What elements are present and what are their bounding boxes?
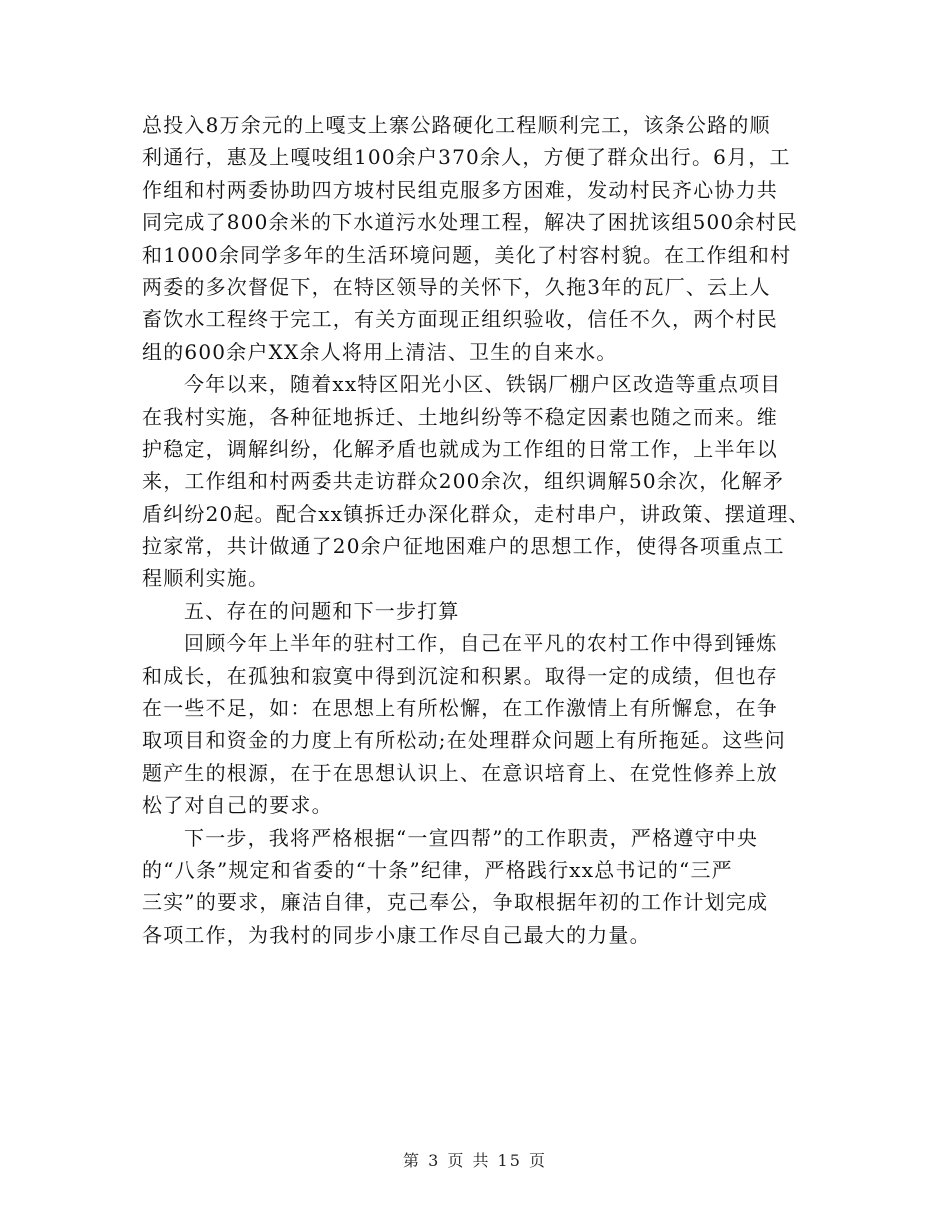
text-line: 的“八条”规定和省委的“十条”纪律，严格践行xx总书记的“三严 xyxy=(142,857,733,882)
text-line: 今年以来，随着xx特区阳光小区、铁锅厂棚户区改造等重点项目 xyxy=(184,372,782,397)
text-line: 来，工作组和村两委共走访群众200余次，组织调解50余次，化解矛 xyxy=(142,469,785,494)
text-line: 畜饮水工程终于完工，有关方面现正组织验收，信任不久，两个村民 xyxy=(142,307,778,332)
page-number-footer: 第 3 页 共 15 页 xyxy=(403,1151,547,1170)
text-line: 在一些不足，如：在思想上有所松懈，在工作激情上有所懈怠，在争 xyxy=(142,696,778,721)
text-line: 取项目和资金的力度上有所松动;在处理群众问题上有所拖延。这些问 xyxy=(142,728,786,753)
text-line: 下一步，我将严格根据“一宣四帮”的工作职责，严格遵守中央 xyxy=(184,825,759,850)
document-body xyxy=(142,109,822,951)
text-line: 利通行，惠及上嘎吱组100余户370余人，方便了群众出行。6月，工 xyxy=(142,145,791,170)
text-line: 盾纠纷20起。配合xx镇拆迁办深化群众，走村串户，讲政策、摆道理、 xyxy=(142,501,810,526)
section-heading: 五、存在的问题和下一步打算 xyxy=(184,598,460,623)
text-line: 拉家常，共计做通了20余户征地困难户的思想工作，使得各项重点工 xyxy=(142,534,785,559)
paragraph-1 xyxy=(142,109,822,368)
paragraph-4 xyxy=(142,822,822,952)
text-line: 两委的多次督促下，在特区领导的关怀下，久拖3年的瓦厂、云上人 xyxy=(142,274,771,299)
text-line: 松了对自己的要求。 xyxy=(142,793,333,818)
paragraph-2 xyxy=(142,368,822,595)
text-line: 回顾今年上半年的驻村工作，自己在平凡的农村工作中得到锤炼 xyxy=(184,631,778,656)
text-line: 各项工作，为我村的同步小康工作尽自己最大的力量。 xyxy=(142,922,651,947)
text-line: 题产生的根源，在于在思想认识上、在意识培育上、在党性修养上放 xyxy=(142,760,778,785)
text-line: 三实”的要求，廉洁自律，克己奉公，争取根据年初的工作计划完成 xyxy=(142,890,769,915)
paragraph-3 xyxy=(142,627,822,821)
text-line: 组的600余户XX余人将用上清洁、卫生的自来水。 xyxy=(142,339,618,364)
text-line: 程顺利实施。 xyxy=(142,566,270,591)
text-line: 作组和村两委协助四方坡村民组克服多方困难，发动村民齐心协力共 xyxy=(142,177,778,202)
text-line: 和成长，在孤独和寂寞中得到沉淀和积累。取得一定的成绩，但也存 xyxy=(142,663,778,688)
text-line: 护稳定，调解纠纷，化解矛盾也就成为工作组的日常工作，上半年以 xyxy=(142,436,778,461)
text-line: 总投入8万余元的上嘎支上寨公路硬化工程顺利完工，该条公路的顺 xyxy=(142,113,771,137)
text-line: 和1000余同学多年的生活环境问题，美化了村容村貌。在工作组和村 xyxy=(142,242,792,267)
text-line: 在我村实施，各种征地拆迁、土地纠纷等不稳定因素也随之而来。维 xyxy=(142,404,778,429)
text-line: 同完成了800余米的下水道污水处理工程，解决了困扰该组500余村民 xyxy=(142,210,798,235)
